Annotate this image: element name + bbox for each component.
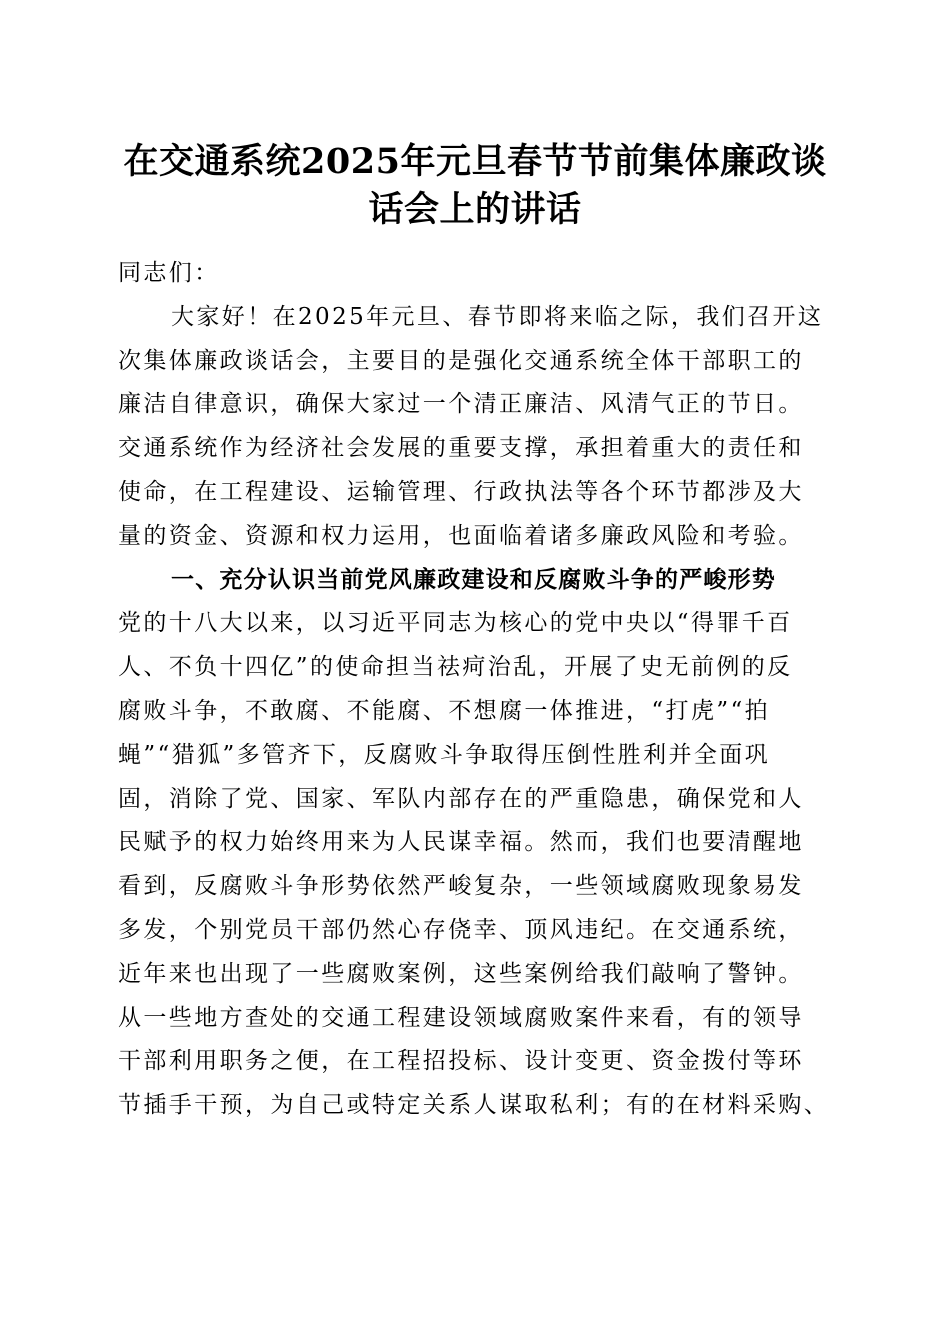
paragraph-2-line: 从一些地方查处的交通工程建设领域腐败案件来看，有的领导 <box>118 1004 804 1031</box>
paragraph-2-line: 近年来也出现了一些腐败案例，这些案例给我们敲响了警钟。 <box>118 960 804 987</box>
paragraph-2-line: 党的十八大以来，以习近平同志为核心的党中央以“得罪千百 <box>118 610 793 637</box>
paragraph-2-line: 节插手干预，为自己或特定关系人谋取私利；有的在材料采购、 <box>118 1092 830 1119</box>
paragraph-1-line: 交通系统作为经济社会发展的重要支撑，承担着重大的责任和 <box>118 435 804 462</box>
paragraph-1-line: 使命，在工程建设、运输管理、行政执法等各个环节都涉及大 <box>118 478 804 505</box>
paragraph-2-line: 腐败斗争，不敢腐、不能腐、不想腐一体推进，“打虎”“拍 <box>118 697 771 724</box>
paragraph-1-line: 大家好！在2025年元旦、春节即将来临之际，我们召开这 <box>171 303 824 330</box>
paragraph-2-line: 蝇”“猎狐”多管齐下，反腐败斗争取得压倒性胜利并全面巩 <box>118 741 771 768</box>
paragraph-1-line: 廉洁自律意识，确保大家过一个清正廉洁、风清气正的节日。 <box>118 391 804 418</box>
salutation: 同志们： <box>118 260 220 286</box>
paragraph-2 <box>118 602 848 1128</box>
document-title <box>100 138 850 234</box>
document-body <box>118 252 848 1128</box>
paragraph-2-line: 多发，个别党员干部仍然心存侥幸、顶风违纪。在交通系统， <box>118 916 804 943</box>
paragraph-1 <box>118 296 848 559</box>
paragraph-2-line: 民赋予的权力始终用来为人民谋幸福。然而，我们也要清醒地 <box>118 829 804 856</box>
paragraph-2-line: 固，消除了党、国家、军队内部存在的严重隐患，确保党和人 <box>118 785 804 812</box>
title-line-1: 在交通系统2025年元旦春节节前集体廉政谈 <box>123 141 827 182</box>
title-line-2: 话会上的讲话 <box>368 189 582 230</box>
paragraph-2-line: 看到，反腐败斗争形势依然严峻复杂，一些领域腐败现象易发 <box>118 873 804 900</box>
paragraph-1-line: 量的资金、资源和权力运用，也面临着诸多廉政风险和考验。 <box>118 522 804 549</box>
paragraph-2-line: 人、不负十四亿”的使命担当祛疴治乱，开展了史无前例的反 <box>118 654 793 681</box>
paragraph-1-line: 次集体廉政谈话会，主要目的是强化交通系统全体干部职工的 <box>118 347 804 374</box>
section-heading-1: 一、充分认识当前党风廉政建设和反腐败斗争的严峻形势 <box>171 566 776 593</box>
paragraph-2-line: 干部利用职务之便，在工程招投标、设计变更、资金拨付等环 <box>118 1048 804 1075</box>
